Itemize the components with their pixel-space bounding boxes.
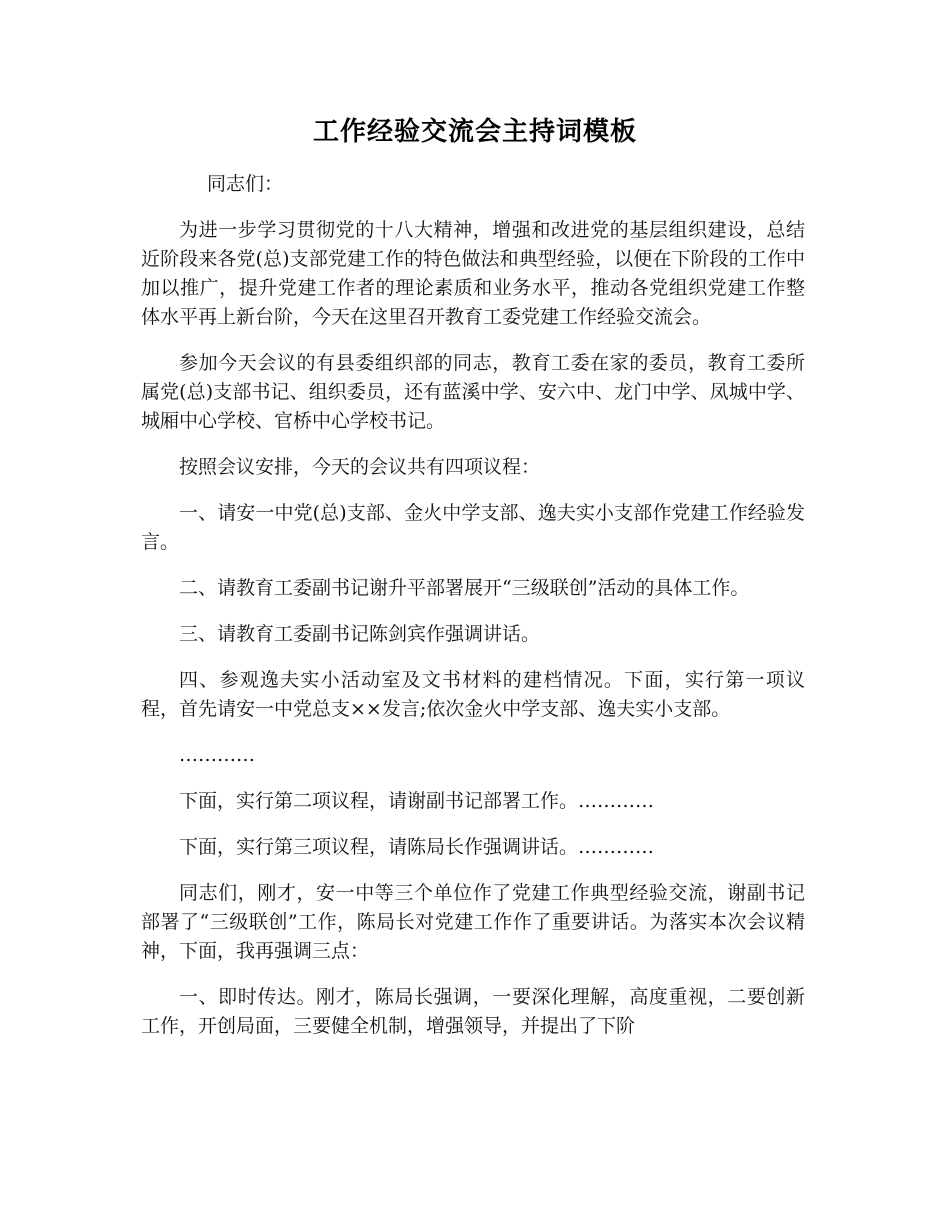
paragraph-intro: 为进一步学习贯彻党的十八大精神，增强和改进党的基层组织建设，总结近阶段来各党(总)支部党建工作的特色做法和典型经验，以便在下阶段的工作中加以推广，提升党建工作者的理论素质和业务水平，推动各党组织党建工作整体水平再上新台阶，今天在这里召开教育工委党建工作经验交流会。 [141,219,805,328]
document-body [141,170,805,1058]
paragraph-agenda-item-3: 三、请教育工委副书记陈剑宾作强调讲话。 [179,623,541,645]
greeting: 同志们： [207,173,284,195]
paragraph-attendees: 参加今天会议的有县委组织部的同志，教育工委在家的委员，教育工委所属党(总)支部书记、组织委员，还有蓝溪中学、安六中、龙门中学、凤城中学、城厢中心学校、官桥中心学校书记。 [141,352,805,432]
paragraph-point-1: 一、即时传达。刚才，陈局长强调，一要深化理解，高度重视，二要创新工作，开创局面，三要健全机制，增强领导，并提出了下阶 [141,986,805,1037]
paragraph-agenda-item-1: 一、请安一中党(总)支部、金火中学支部、逸夫实小支部作党建工作经验发言。 [141,502,805,553]
paragraph-agenda-intro: 按照会议安排，今天的会议共有四项议程： [179,456,541,478]
paragraph-summary: 同志们，刚才，安一中等三个单位作了党建工作典型经验交流，谢副书记部署了“三级联创”工作，陈局长对党建工作作了重要讲话。为落实本次会议精神，下面，我再强调三点： [141,882,805,962]
paragraph-ellipsis: ………… [179,744,255,766]
document-title: 工作经验交流会主持词模板 [312,117,637,147]
paragraph-third-item: 下面，实行第三项议程，请陈局长作强调讲话。………… [179,836,655,858]
paragraph-agenda-item-4: 四、参观逸夫实小活动室及文书材料的建档情况。下面，实行第一项议程，首先请安一中党总支××发言;依次金火中学支部、逸夫实小支部。 [141,669,805,720]
paragraph-second-item: 下面，实行第二项议程，请谢副书记部署工作。………… [179,790,655,812]
paragraph-agenda-item-2: 二、请教育工委副书记谢升平部署展开“三级联创”活动的具体工作。 [179,577,750,599]
